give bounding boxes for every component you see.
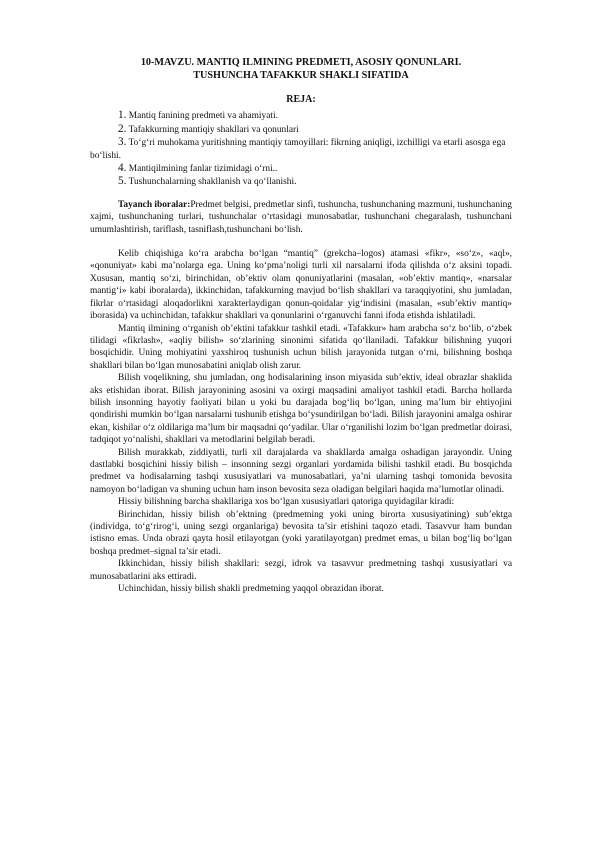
plan-item-number: 1.: [118, 109, 127, 122]
keywords-label: Tayanch iboralar:: [118, 199, 191, 210]
plan-item-text: Mantiq fanining predmeti va ahamiyati.: [128, 111, 278, 122]
plan-item-number: 3.: [118, 136, 127, 149]
body-paragraph: Uchinchidan, hissiy bilish shakli predmetning yaqqol obrazidan iborat.: [118, 584, 384, 595]
plan-item-number: 5.: [118, 175, 127, 188]
keywords-text: Predmet belgisi, predmetlar sinfi, tushuncha, tushunchaning mazmuni, tushunchaning xajmi, tushunchaning turlari, tushunchalar o‘rtasidagi munosabatlar, tushunchani chegaralash, tushunchani umumlashtirish, tariflash, tasniflash,tushunchani bo‘lish.: [90, 199, 512, 235]
body-paragraph: Bilish murakkab, ziddiyatli, turli xil darajalarda va shakllarda amalga oshadigan jarayondir. Uning dastlabki bosqichini hissiy bilish – insonning sezgi organlari yordamida bilishi tashkil etadi. Bu bosqichda predmet va hodisalarning tashqi xususiyatlari va munosabatlari, ya’ni ularning tashqi tomonida bevosita namoyon bo‘ladigan va shuning uchun ham inson bevosita seza oladigan belgilari haqida ma’lumotlar olinadi.: [90, 447, 512, 495]
plan-list: [90, 109, 512, 188]
plan-item-number: 2.: [118, 122, 127, 135]
plan-item-text: To‘g‘ri muhokama yuritishning mantiqiy tamoyillari: fikrning aniqligi, izchilligi va etarli asosga ega bo‘lishi.: [90, 138, 506, 161]
plan-heading: REJA:: [286, 94, 316, 105]
keywords-paragraph: [90, 199, 512, 236]
plan-item: [90, 175, 512, 188]
plan-item: [90, 162, 512, 175]
plan-item: [90, 123, 512, 136]
plan-item-text: Tushunchalarning shakllanish va qo‘llanishi.: [128, 177, 297, 188]
plan-item-number: 4.: [118, 162, 127, 175]
plan-item: [90, 109, 512, 122]
body-paragraph: Kelib chiqishiga ko‘ra arabcha bo‘lgan “mantiq” (grekcha–logos) atamasi «fikr», «so‘z», «aql», «qonuniyat» kabi ma’nolarga ega. Uning ko‘pma’noligi turli xil narsalarni ifoda qilishda o‘z aksini topadi. Xususan, mantiq so‘zi, birinchidan, ob’ektiv olam qonuniyatlarini (masalan, «ob’ektiv mantiq», «narsalar mantig‘i» kabi iboralarda), ikkinchidan, tafakkurning mavjud bo‘lish shakllari va taraqqiyotini, shu jumladan, fikrlar o‘rtasidagi aloqadorlikni xarakterlaydigan qonun-qoidalar yig‘indisini (masalan, «sub’ektiv mantiq» iborasida) va uchinchidan, tafakkur shakllari va qonunlarini o‘rganuvchi fanni ifoda etishda ishlatiladi.: [90, 249, 512, 322]
document-title: [90, 56, 512, 82]
body-paragraph: Mantiq ilmining o‘rganish ob’ektini tafakkur tashkil etadi. «Tafakkur» ham arabcha so‘z bo‘lib, o‘zbek tilidagi «fikrlash», «aqliy bilish» so‘zlarining sinonimi sifatida qo‘llaniladi. Tafakkur bilishning yuqori bosqichidir. Uning mohiyatini yaxshiroq tushunish uchun bilish jarayonida tutgan o‘rni, bilishning boshqa shakllari bilan bo‘lgan munosabatini aniqlab olish zarur.: [90, 323, 512, 371]
body-paragraph: Birinchidan, hissiy bilish ob’ektning (predmetning yoki uning birorta xususiyatining) sub’ektga (individga, to‘g‘rirog‘i, uning sezgi organlariga) bevosita ta’sir etishini taqozo etadi. Tasavvur ham bundan istisno emas. Unda obrazi qayta hosil etilayotgan (yoki yaratilayotgan) predmet emas, u bilan bog‘liq bo‘lgan boshqa predmet–signal ta’sir etadi.: [90, 509, 512, 557]
body-paragraph: Hissiy bilishning barcha shakllariga xos bo‘lgan xususiyatlari qatoriga quyidagilar kiradi:: [118, 497, 455, 508]
plan-item-text: Tafakkurning mantiqiy shakllari va qonunlari: [128, 124, 299, 135]
plan-item: [90, 136, 512, 162]
title-line-2: TUSHUNCHA TAFAKKUR SHAKLI SIFATIDA: [193, 70, 409, 81]
body-paragraph: Bilish voqelikning, shu jumladan, ong hodisalarining inson miyasida sub’ektiv, ideal obrazlar shaklida aks etishidan iborat. Bilish jarayonining asosini va oxirgi maqsadini amaliyot tashkil etadi. Barcha hollarda bilish insonning hayotiy faoliyati bilan u yoki bu darajada bog‘liq bo‘lgan, uning ma’lum bir ehtiyojini qondirishi mumkin bo‘lgan narsalarni tushunib etishga bo‘ysundirilgan bo‘ladi. Bilish jarayonini amalga oshirar ekan, kishilar o‘z oldilariga ma’lum bir maqsadni qo‘yadilar. Ular o‘rganilishi lozim bo‘lgan predmetlar doirasi, tadqiqot yo‘nalishi, shakllari va metodlarini belgilab beradi.: [90, 373, 512, 446]
body-paragraph: Ikkinchidan, hissiy bilish shakllari: sezgi, idrok va tasavvur predmetning tashqi xususiyatlari va munosabatlarini aks ettiradi.: [90, 559, 512, 582]
title-line-1: 10-MAVZU. MANTIQ ILMINING PREDMETI, ASOSIY QONUNLARI.: [140, 57, 462, 68]
plan-item-text: Mantiqilmining fanlar tizimidagi o‘rni..: [128, 164, 278, 175]
